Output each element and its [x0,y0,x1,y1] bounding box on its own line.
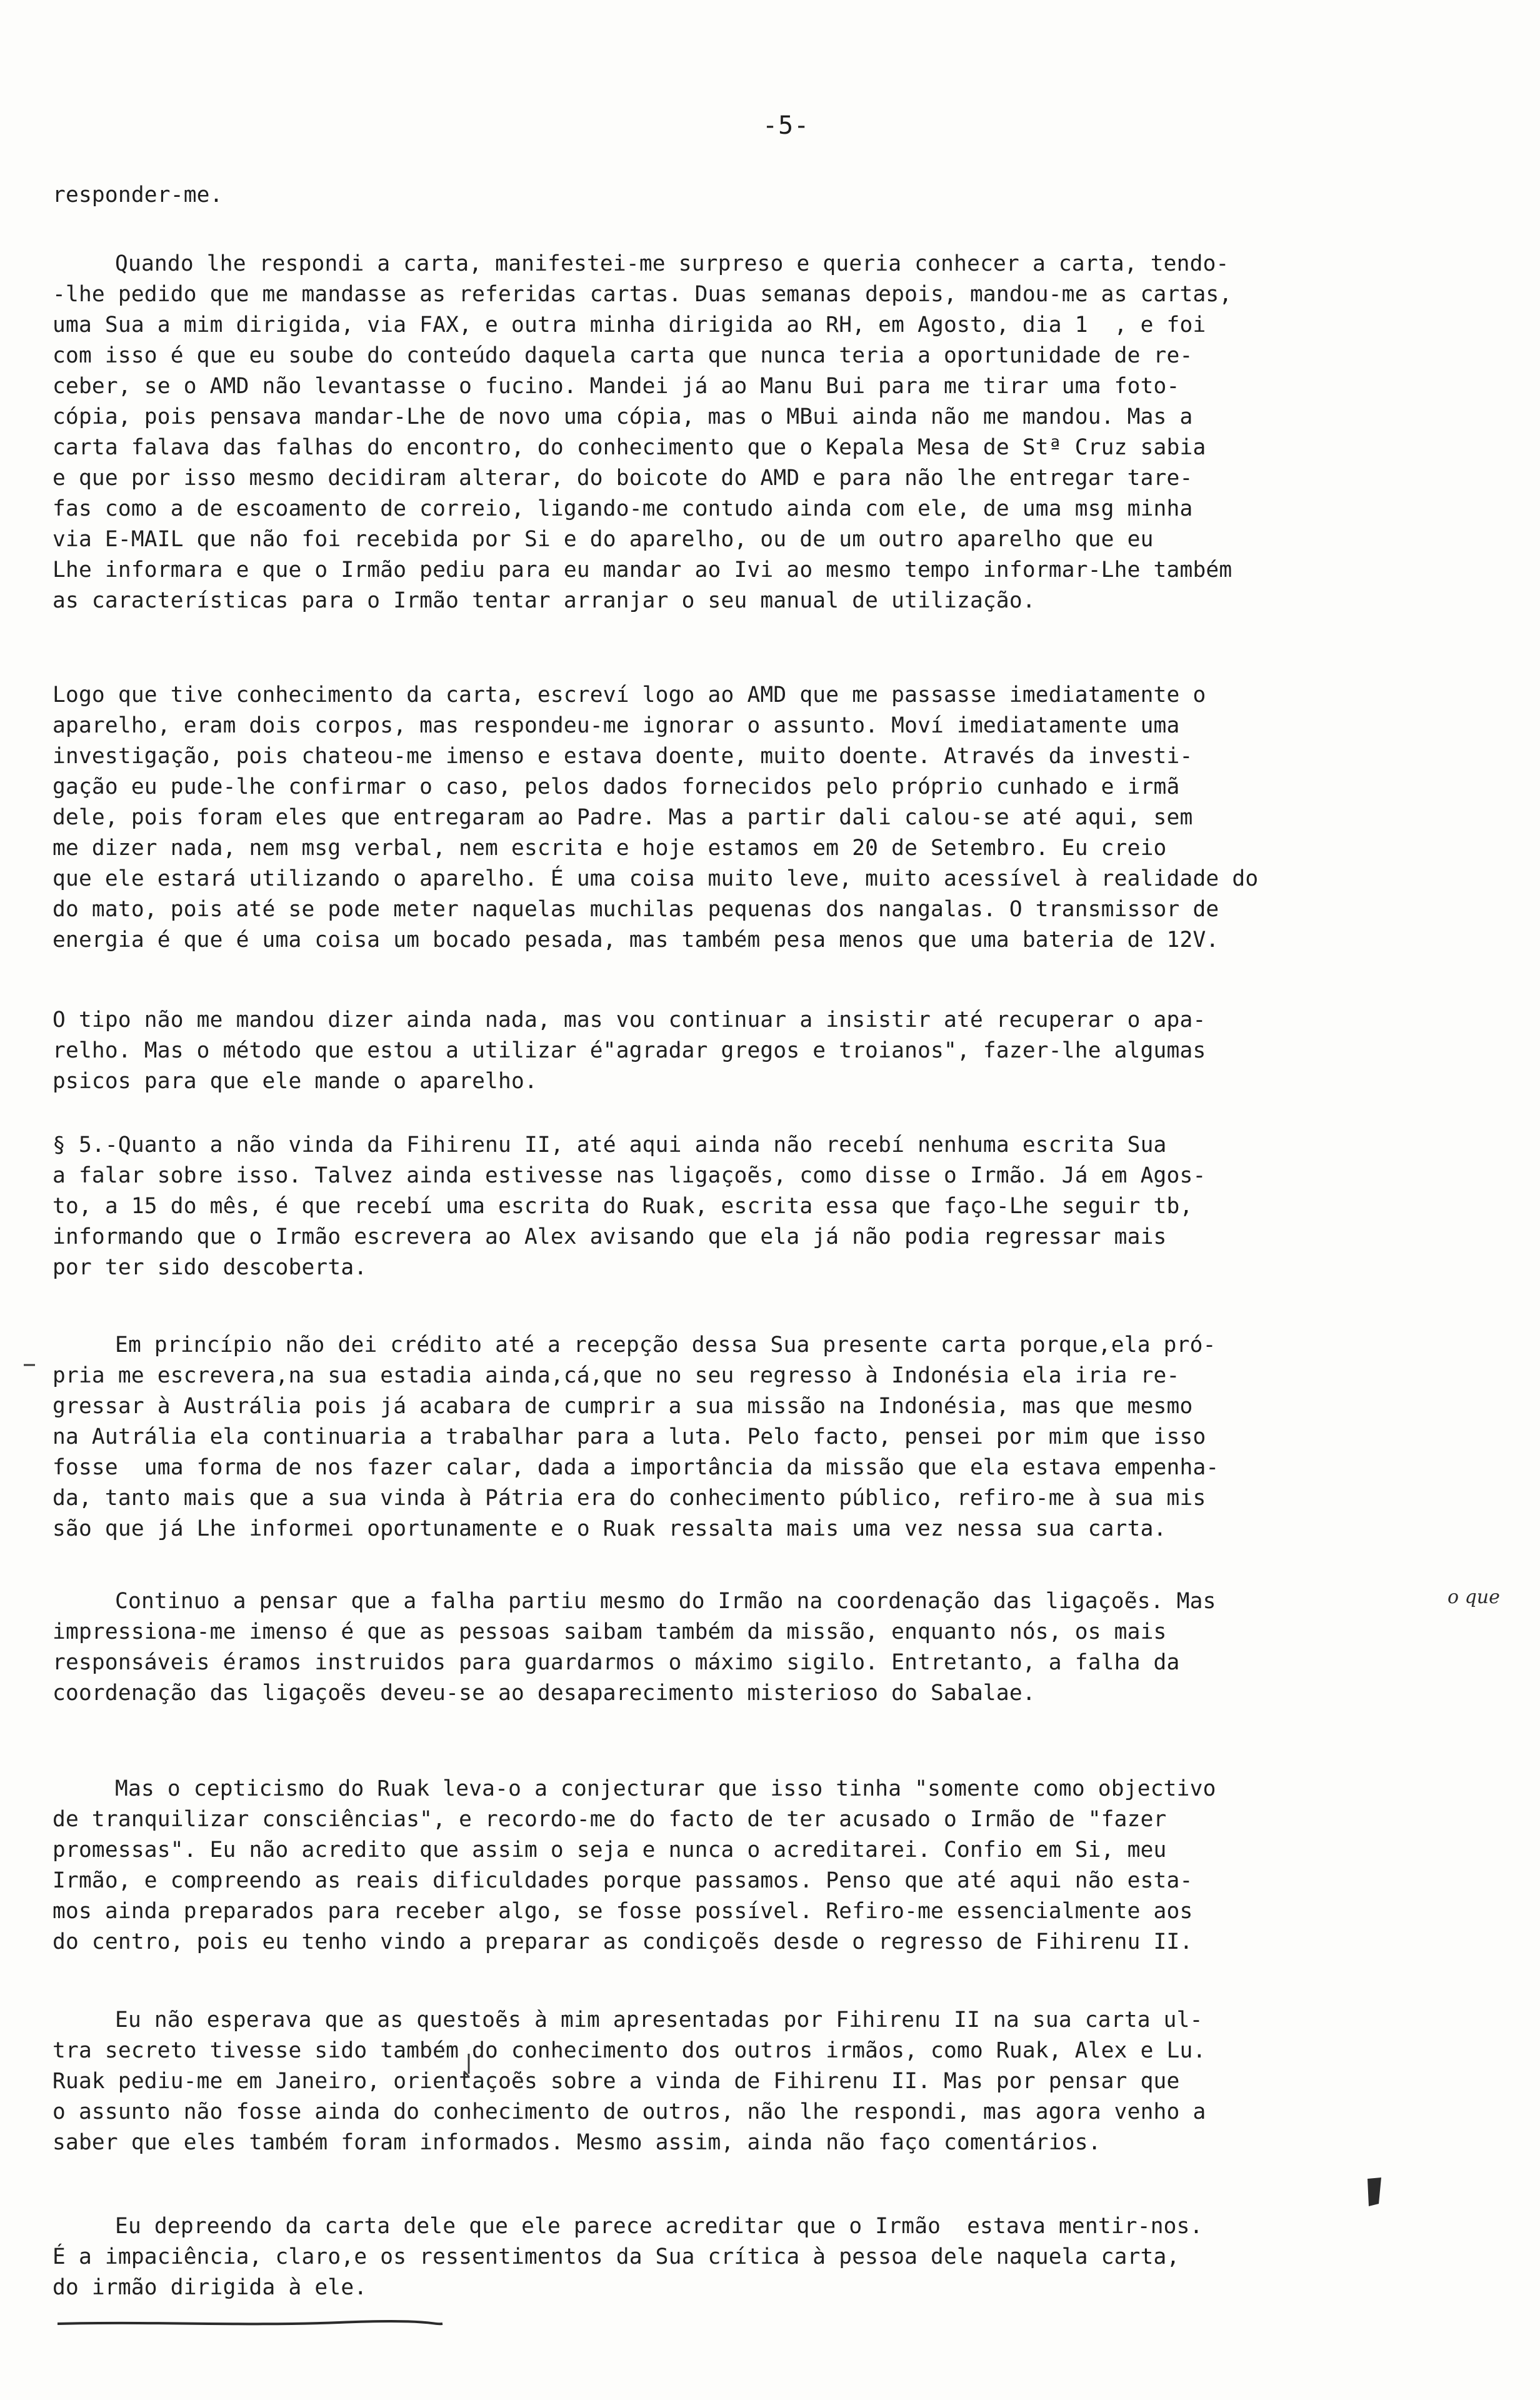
text-line: da, tanto mais que a sua vinda à Pátria era do conhecimento público, refiro-me à sua mis [52,1486,1206,1511]
text-line: Continuo a pensar que a falha partiu mesmo do Irmão na coordenação das ligaçoẽs. Mas [115,1589,1216,1614]
paragraph-esperava [52,2005,1490,2158]
text-line: to, a 15 do mês, é que recebí uma escrita do Ruak, escrita essa que faço-Lhe seguir tb, [52,1194,1193,1219]
text-line: mos ainda preparados para receber algo, se fosse possível. Refiro-me essencialmente aos [52,1899,1193,1924]
ink-blot-icon [1361,2175,1386,2209]
text-line: que ele estará utilizando o aparelho. É uma coisa muito leve, muito acessível à realidade do [52,866,1259,891]
text-line: as características para o Irmão tentar arranjar o seu manual de utilização. [52,588,1036,613]
text-line: aparelho, eram dois corpos, mas respondeu-me ignorar o assunto. Moví imediatamente uma [52,713,1180,738]
text-line: são que já Lhe informei oportunamente e o Ruak ressalta mais uma vez nessa sua carta. [52,1516,1167,1541]
text-line: Em princípio não dei crédito até a recepção dessa Sua presente carta porque,ela pró- [115,1332,1216,1358]
margin-tick-icon [24,1362,36,1368]
handwritten-margin-note: o que [1448,1586,1500,1608]
paragraph-cepticismo [52,1774,1490,1958]
text-line: Logo que tive conhecimento da carta, escreví logo ao AMD que me passasse imediatamente o [52,682,1206,708]
text-line: via E-MAIL que não foi recebida por Si e do aparelho, ou de um outro aparelho que eu [52,527,1154,552]
text-line: § 5.-Quanto a não vinda da Fihirenu II, até aqui ainda não recebí nenhuma escrita Sua [52,1132,1167,1158]
text-line: o assunto não fosse ainda do conhecimento de outros, não lhe respondi, mas agora venho a [52,2099,1206,2124]
text-line: coordenação das ligaçoẽs deveu-se ao desaparecimento misterioso do Sabalae. [52,1681,1036,1706]
text-line: do centro, pois eu tenho vindo a preparar as condiçoẽs desde o regresso de Fihirenu II. [52,1929,1193,1954]
text-line: pria me escrevera,na sua estadia ainda,cá,que no seu regresso à Indonésia ela iria re- [52,1363,1180,1388]
text-line: cópia, pois pensava mandar-Lhe de novo uma cópia, mas o MBui ainda não me mandou. Mas a [52,404,1193,429]
text-line: responsáveis éramos instruidos para guardarmos o máximo sigilo. Entretanto, a falha da [52,1650,1180,1675]
paragraph-continuo [52,1586,1490,1709]
text-line: gressar à Austrália pois já acabara de cumprir a sua missão na Indonésia, mas que mesmo [52,1394,1193,1419]
text-line: responder-me. [52,182,223,208]
pen-stroke-icon [461,2052,476,2078]
page-number: -5- [762,111,810,140]
text-line: -lhe pedido que me mandasse as referidas cartas. Duas semanas depois, mandou-me as cartas, [52,282,1232,307]
paragraph-tipo [52,1005,1490,1097]
text-line: ceber, se o AMD não levantasse o fucino. Mandei já ao Manu Bui para me tirar uma foto- [52,374,1180,399]
text-line: É a impaciência, claro,e os ressentimentos da Sua crítica à pessoa dele naquela carta, [52,2244,1180,2269]
text-line: Eu não esperava que as questoẽs à mim apresentadas por Fihirenu II na sua carta ul- [115,2008,1203,2032]
text-line: do irmão dirigida à ele. [52,2275,368,2300]
text-line: me dizer nada, nem msg verbal, nem escrita e hoje estamos em 20 de Setembro. Eu creio [52,836,1167,861]
text-line: de tranquilizar consciências", e recordo-me do facto de ter acusado o Irmão de "fazer [52,1807,1167,1832]
text-line: informando que o Irmão escrevera ao Alex avisando que ela já não podia regressar mais [52,1224,1167,1249]
text-line: promessas". Eu não acredito que assim o seja e nunca o acreditarei. Confio em Si, meu [52,1838,1167,1862]
text-line: Eu depreendo da carta dele que ele parece acreditar que o Irmão estava mentir-nos. [115,2214,1203,2239]
paragraph-section-5 [52,1130,1490,1283]
text-line: a falar sobre isso. Talvez ainda estivesse nas ligaçoẽs, como disse o Irmão. Já em Agos- [52,1163,1206,1188]
text-line: tra secreto tivesse sido também do conhecimento dos outros irmãos, como Ruak, Alex e Lu. [52,2038,1206,2063]
text-line: dele, pois foram eles que entregaram ao Padre. Mas a partir dali calou-se até aqui, sem [52,805,1193,830]
text-line: gação eu pude-lhe confirmar o caso, pelos dados fornecidos pelo próprio cunhado e irmã [52,774,1180,799]
text-line: do mato, pois até se pode meter naquelas muchilas pequenas dos nangalas. O transmissor de [52,897,1219,922]
paragraph-principio [52,1330,1490,1544]
text-line: carta falava das falhas do encontro, do conhecimento que o Kepala Mesa de Stª Cruz sabia [52,435,1206,460]
text-line: energia é que é uma coisa um bocado pesada, mas também pesa menos que uma bateria de 12V. [52,928,1219,952]
text-line: O tipo não me mandou dizer ainda nada, mas vou continuar a insistir até recuperar o apa- [52,1008,1206,1032]
text-line: Ruak pediu-me em Janeiro, orientaçoẽs sobre a vinda de Fihirenu II. Mas por pensar que [52,2069,1180,2094]
underline-stroke-icon [58,2319,445,2329]
paragraph-carta-amd [52,249,1490,616]
text-line: Quando lhe respondi a carta, manifestei-me surpreso e queria conhecer a carta, tendo- [115,251,1229,276]
text-line: e que por isso mesmo decidiram alterar, do boicote do AMD e para não lhe entregar tare- [52,466,1193,491]
text-line: Irmão, e compreendo as reais dificuldades porque passamos. Penso que até aqui não esta- [52,1868,1193,1893]
text-line: psicos para que ele mande o aparelho. [52,1069,538,1094]
text-line: uma Sua a mim dirigida, via FAX, e outra minha dirigida ao RH, em Agosto, dia 1 , e foi [52,312,1206,338]
paragraph-depreendo [52,2211,1490,2303]
text-line: com isso é que eu soube do conteúdo daquela carta que nunca teria a oportunidade de re- [52,343,1193,368]
text-line: relho. Mas o método que estou a utilizar é"agradar gregos e troianos", fazer-lhe algumas [52,1038,1206,1063]
text-line: na Autrália ela continuaria a trabalhar para a luta. Pelo facto, pensei por mim que isso [52,1424,1206,1449]
paragraph-continuation [52,180,1490,211]
text-line: saber que eles também foram informados. Mesmo assim, ainda não faço comentários. [52,2130,1101,2155]
text-line: Lhe informara e que o Irmão pediu para eu mandar ao Ivi ao mesmo tempo informar-Lhe também [52,558,1232,582]
text-line: Mas o cepticismo do Ruak leva-o a conjecturar que isso tinha "somente como objectivo [115,1776,1216,1801]
text-line: por ter sido descoberta. [52,1255,368,1280]
paragraph-aparelho [52,680,1490,956]
text-line: fosse uma forma de nos fazer calar, dada a importância da missão que ela estava empenha- [52,1455,1219,1480]
text-line: investigação, pois chateou-me imenso e estava doente, muito doente. Através da investi- [52,744,1193,769]
text-line: fas como a de escoamento de correio, ligando-me contudo ainda com ele, de uma msg minha [52,496,1193,521]
text-line: impressiona-me imenso é que as pessoas saibam também da missão, enquanto nós, os mais [52,1619,1167,1644]
